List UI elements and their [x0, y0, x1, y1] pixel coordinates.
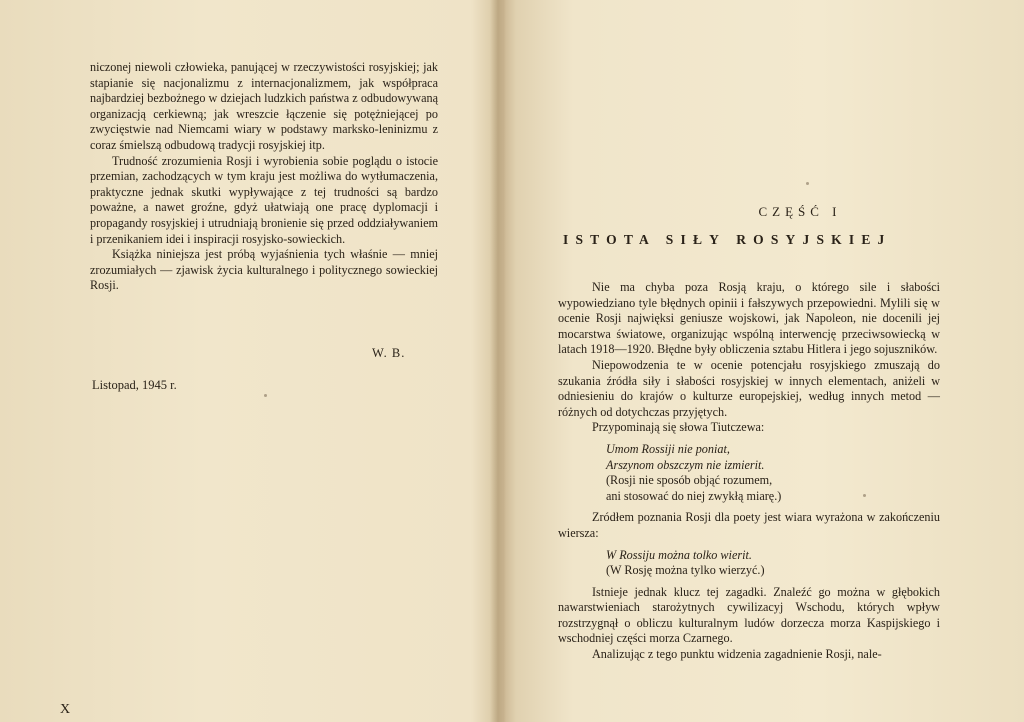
page-number: X — [60, 702, 71, 717]
part-title: CZĘŚĆ I — [758, 204, 842, 219]
paragraph: niczonej niewoli człowieka, panującej w rzeczywistości rosyjskiej; jak stapianie się nacjonalizmu z internacjonalizmem, jak współpraca najbardziej bezbożnego w dziejach ludzkich państwa z odbudowywaną organizacją cerkiewną; jak wreszcie łączenie się potężniejącej po zwycięstwie nad Niemcami wiary w podstawy marksko-leninizmu z coraz śmielszą odbudową tradycji rosyjskiej itp. — [90, 60, 438, 152]
paper-speck — [863, 494, 866, 497]
verse-block — [606, 442, 940, 504]
paragraph: Trudność zrozumienia Rosji i wyrobienia sobie poglądu o istocie przemian, zachodzących w tym kraju jest możliwa do wytłumaczenia, praktyczne jednak skutki wypływające z tej trudności są bardzo poważne, a nawet groźne, gdyż ułatwiają one pracę dyplomacji i propagandy rosyjskiej i utrudniają bronienie się przed oddziaływaniem i przenikaniem idei i inspiracji rosyjsko-sowieckich. — [90, 153, 438, 246]
verse-line: W Rossiju można tolko wierit. — [606, 547, 752, 562]
right-page — [500, 0, 1024, 722]
paper-speck — [806, 182, 809, 185]
verse-block — [606, 548, 940, 579]
left-page-body — [90, 60, 438, 294]
paragraph: Istnieje jednak klucz tej zagadki. Znaleźć go można w głębokich nawarstwieniach starożytnych cywilizacyj Wschodu, których wpływ rozstrzygnął o obliczu kulturalnym ludów dorzecza morza Kaspijskiego i wschodniej części morza Czarnego. — [558, 584, 940, 646]
paragraph: Analizując z tego punktu widzenia zagadnienie Rosji, nale- — [592, 647, 882, 662]
left-page — [0, 0, 496, 722]
paragraph: Książka niniejsza jest próbą wyjaśnienia tych właśnie — mniej zrozumiałych — zjawisk życia kulturalnego i politycznego sowieckiej Rosji. — [90, 247, 438, 293]
paragraph: Nie ma chyba poza Rosją kraju, o którego sile i słabości wypowiedziano tyle błędnych opinii i fałszywych przepowiedni. Mylili się w ocenie Rosji najwięksi geniusze wojskowi, jak Napoleon, nie docenili jej mocarstwa światowe, organizując wspólną interwencję przeciwsowiecką w latach 1918—1920. Błędne były obliczenia sztabu Hitlera i jego sojuszników. — [558, 280, 940, 357]
author-signature: W. B. — [372, 346, 406, 360]
verse-line: Umom Rossiji nie poniat, — [606, 441, 730, 456]
paragraph: Przypominają się słowa Tiutczewa: — [592, 420, 765, 435]
verse-translation-line: (W Rosję można tylko wierzyć.) — [606, 563, 765, 578]
paragraph: Niepowodzenia te w ocenie potencjału rosyjskiego zmuszają do szukania źródła siły i słabości rosyjskiej w innych elementach, aniżeli w odniesieniu do krajów o kulturze europejskiej, według innych metod — różnych od dotychczas przyjętych. — [558, 357, 940, 419]
chapter-title: ISTOTA SIŁY ROSYJSKIEJ — [563, 232, 892, 247]
paper-speck — [264, 394, 267, 397]
verse-translation-line: (Rosji nie sposób objąć rozumem, — [606, 473, 773, 488]
verse-translation-line: ani stosować do niej zwykłą miarę.) — [606, 488, 782, 503]
paragraph: Zródłem poznania Rosji dla poety jest wiara wyrażona w zakończeniu wiersza: — [558, 510, 940, 540]
verse-line: Arszynom obszczym nie izmierit. — [606, 457, 765, 472]
right-page-body — [558, 280, 940, 663]
dateline: Listopad, 1945 r. — [92, 378, 177, 392]
